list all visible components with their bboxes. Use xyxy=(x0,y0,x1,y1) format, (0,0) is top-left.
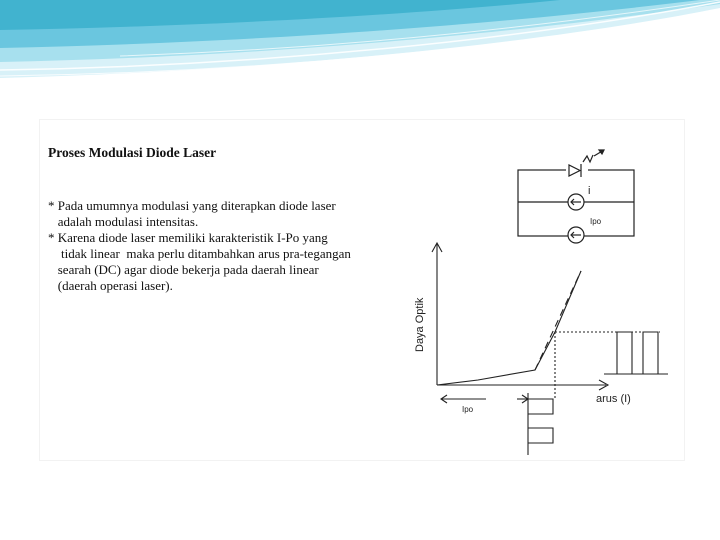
output-pulse-1 xyxy=(617,332,632,374)
input-pulse-1 xyxy=(528,399,553,414)
output-pulse-2 xyxy=(643,332,658,374)
bullet-line: * Karena diode laser memiliki karakteristik I-Po yang xyxy=(48,230,328,245)
bullet-line: adalah modulasi intensitas. xyxy=(48,214,199,229)
bias-circuit-diagram xyxy=(518,150,634,243)
laser-diode-icon xyxy=(566,150,604,177)
bullet-line: tidak linear maka perlu ditambahkan arus pra-tegangan xyxy=(48,246,351,261)
bullet-line: (daerah operasi laser). xyxy=(48,278,173,293)
bullet-line: * Pada umumnya modulasi yang diterapkan diode laser xyxy=(48,198,336,213)
input-pulse-2 xyxy=(528,428,553,443)
signal-current-source-icon xyxy=(568,194,584,210)
y-axis-label: Daya Optik xyxy=(414,297,426,352)
bias-current-label: Ipo xyxy=(462,405,474,414)
bullet-line: searah (DC) agar diode bekerja pada daerah linear xyxy=(48,262,319,277)
circuit-label-ipo: Ipo xyxy=(590,217,602,226)
slide-title: Proses Modulasi Diode Laser xyxy=(48,145,217,160)
characteristic-curve xyxy=(437,271,581,385)
bias-current-source-icon xyxy=(568,227,584,243)
circuit-label-i: i xyxy=(588,185,591,197)
i-po-characteristic-graph xyxy=(432,243,668,455)
x-axis-label: arus (I) xyxy=(596,393,631,405)
